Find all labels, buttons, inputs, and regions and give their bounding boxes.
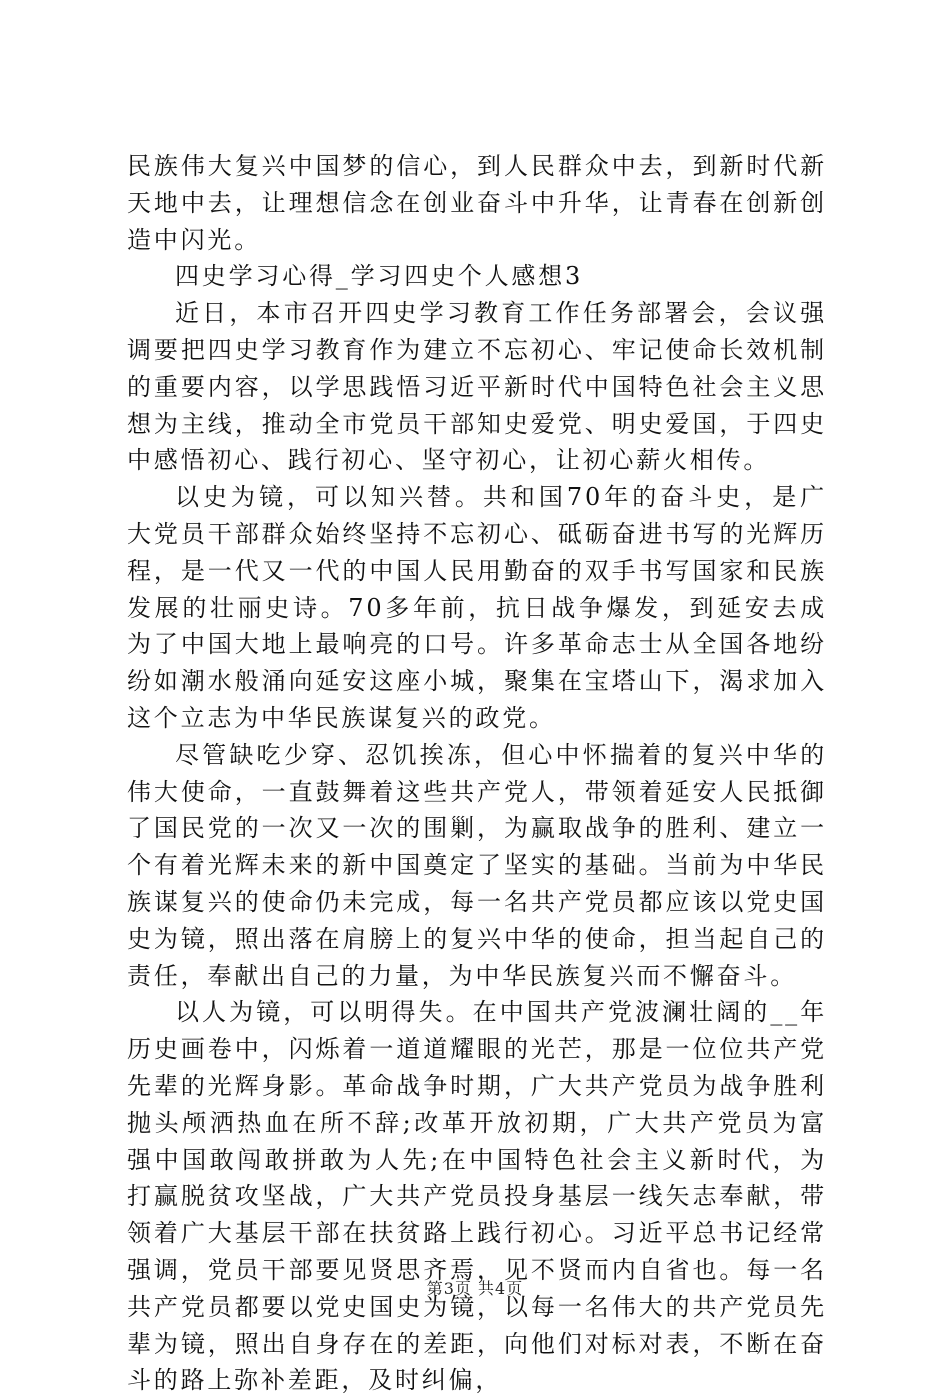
paragraph: 以人为镜，可以明得失。在中国共产党波澜壮阔的__年历史画卷中，闪烁着一道道耀眼的光芒，那是一位位共产党先辈的光辉身影。革命战争时期，广大共产党员为战争胜利抛头颅洒热血在所不辞;改革开放初期，广大共产党员为富强中国敢闯敢拼敢为人先;在中国特色社会主义新时代，为打赢脱贫攻坚战，广大共产党员投身基层一线矢志奉献，带领着广大基层干部在扶贫路上践行初心。习近平总书记经常强调，党员干部要见贤思齐焉，见不贤而内自省也。每一名共产党员都要以党史国史为镜，以每一名伟大的共产党员先辈为镜，照出自身存在的差距，向他们对标对表，不断在奋斗的路上弥补差距，及时纠偏， bbox=[127, 998, 827, 1395]
paragraph: 以史为镜，可以知兴替。共和国70年的奋斗史，是广大党员干部群众始终坚持不忘初心、砥砺奋进书写的光辉历程，是一代又一代的中国人民用勤奋的双手书写国家和民族发展的壮丽史诗。70多年前，抗日战争爆发，到延安去成为了中国大地上最响亮的口号。许多革命志士从全国各地纷纷如潮水般涌向延安这座小城，聚集在宝塔山下，渴求加入这个立志为中华民族谋复兴的政党。 bbox=[127, 483, 827, 732]
document-body bbox=[127, 148, 827, 1399]
section-heading: 四史学习心得_学习四史个人感想3 bbox=[175, 262, 584, 291]
paragraph: 尽管缺吃少穿、忍饥挨冻，但心中怀揣着的复兴中华的伟大使命，一直鼓舞着这些共产党人，带领着延安人民抵御了国民党的一次又一次的围剿，为赢取战争的胜利、建立一个有着光辉未来的新中国奠定了坚实的基础。当前为中华民族谋复兴的使命仍未完成，每一名共产党员都应该以党史国史为镜，照出落在肩膀上的复兴中华的使命，担当起自己的责任，奉献出自己的力量，为中华民族复兴而不懈奋斗。 bbox=[127, 740, 827, 990]
paragraph: 近日，本市召开四史学习教育工作任务部署会，会议强调要把四史学习教育作为建立不忘初心、牢记使命长效机制的重要内容，以学思践悟习近平新时代中国特色社会主义思想为主线，推动全市党员干部知史爱党、明史爱国，于四史中感悟初心、践行初心、坚守初心，让初心薪火相传。 bbox=[127, 299, 827, 475]
paragraph-continuation: 民族伟大复兴中国梦的信心，到人民群众中去，到新时代新天地中去，让理想信念在创业奋斗中升华，让青春在创新创造中闪光。 bbox=[127, 152, 827, 254]
page-footer: 第3页 共4页 bbox=[426, 1279, 524, 1298]
